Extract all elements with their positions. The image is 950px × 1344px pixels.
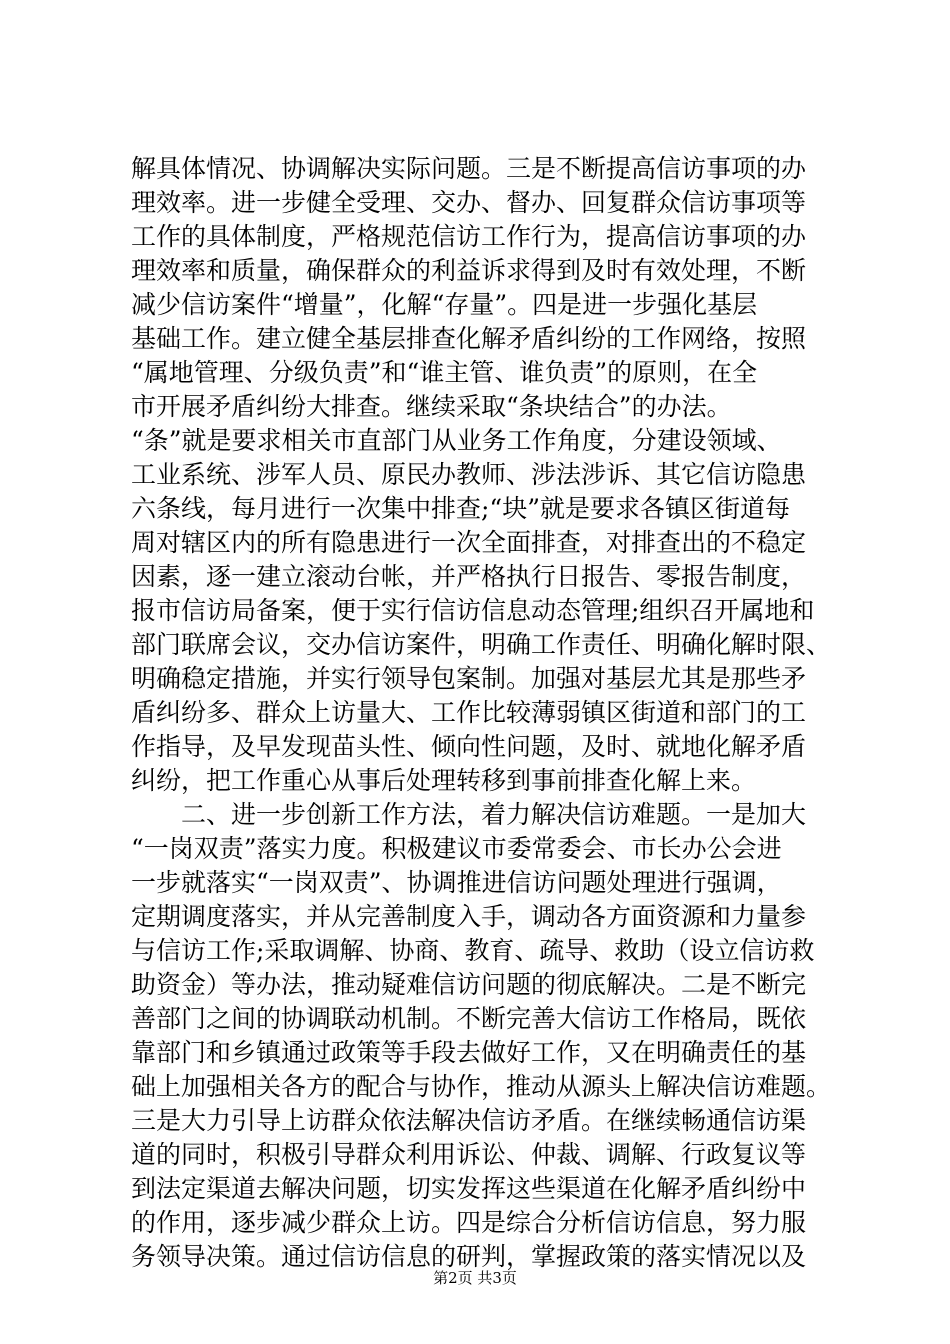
text-line: 纠纷，把工作重心从事后处理转移到事前排查化解上来。 [131, 766, 757, 795]
body-text [131, 152, 831, 1274]
text-line: “一岗双责”落实力度。积极建议市委常委会、市长办公会进 [131, 834, 782, 863]
text-line: 报市信访局备案，便于实行信访信息动态管理;组织召开属地和 [131, 596, 815, 625]
text-line: 六条线，每月进行一次集中排查;“块”就是要求各镇区街道每 [131, 494, 790, 523]
text-line: 市开展矛盾纠纷大排查。继续采取“条块结合”的办法。 [131, 392, 732, 421]
text-line: 的作用，逐步减少群众上访。四是综合分析信访信息，努力服 [131, 1208, 807, 1237]
text-line: 工作的具体制度，严格规范信访工作行为，提高信访事项的办 [131, 222, 807, 251]
text-line: 部门联席会议，交办信访案件，明确工作责任、明确化解时限、 [131, 630, 832, 659]
text-line: 三是大力引导上访群众依法解决信访矛盾。在继续畅通信访渠 [131, 1106, 807, 1135]
text-line: 理效率。进一步健全受理、交办、督办、回复群众信访事项等 [131, 188, 807, 217]
text-line: “条”就是要求相关市直部门从业务工作角度，分建设领域、 [131, 426, 782, 455]
text-line: 与信访工作;采取调解、协商、教育、疏导、救助（设立信访救 [131, 936, 815, 965]
text-line: 基础工作。建立健全基层排查化解矛盾纠纷的工作网络，按照 [131, 324, 807, 353]
text-line: 二、进一步创新工作方法，着力解决信访难题。一是加大 [131, 800, 807, 829]
text-line: 到法定渠道去解决问题，切实发挥这些渠道在化解矛盾纠纷中 [131, 1174, 807, 1203]
text-line: 务领导决策。通过信访信息的研判，掌握政策的落实情况以及 [131, 1242, 807, 1271]
text-line: 因素，逐一建立滚动台帐，并严格执行日报告、零报告制度， [131, 562, 807, 591]
text-line: 础上加强相关各方的配合与协作，推动从源头上解决信访难题。 [131, 1072, 832, 1101]
text-line: 善部门之间的协调联动机制。不断完善大信访工作格局，既依 [131, 1004, 807, 1033]
text-line: 道的同时，积极引导群众利用诉讼、仲裁、调解、行政复议等 [131, 1140, 807, 1169]
text-line: “属地管理、分级负责”和“谁主管、谁负责”的原则，在全 [131, 358, 758, 387]
page-number-footer: 第2页 共3页 [433, 1269, 517, 1287]
text-line: 理效率和质量，确保群众的利益诉求得到及时有效处理，不断 [131, 256, 807, 285]
text-line: 解具体情况、协调解决实际问题。三是不断提高信访事项的办 [131, 154, 807, 183]
text-line: 靠部门和乡镇通过政策等手段去做好工作，又在明确责任的基 [131, 1038, 807, 1067]
text-line: 明确稳定措施，并实行领导包案制。加强对基层尤其是那些矛 [131, 664, 807, 693]
text-line: 周对辖区内的所有隐患进行一次全面排查，对排查出的不稳定 [131, 528, 807, 557]
text-line: 减少信访案件“增量”，化解“存量”。四是进一步强化基层 [131, 290, 758, 319]
text-line: 助资金）等办法，推动疑难信访问题的彻底解决。二是不断完 [131, 970, 807, 999]
text-line: 一步就落实“一岗双责”、协调推进信访问题处理进行强调， [131, 868, 782, 897]
text-line: 作指导，及早发现苗头性、倾向性问题，及时、就地化解矛盾 [131, 732, 807, 761]
text-line: 定期调度落实，并从完善制度入手，调动各方面资源和力量参 [131, 902, 807, 931]
text-line: 盾纠纷多、群众上访量大、工作比较薄弱镇区街道和部门的工 [131, 698, 807, 727]
text-line: 工业系统、涉军人员、原民办教师、涉法涉诉、其它信访隐患 [131, 460, 807, 489]
